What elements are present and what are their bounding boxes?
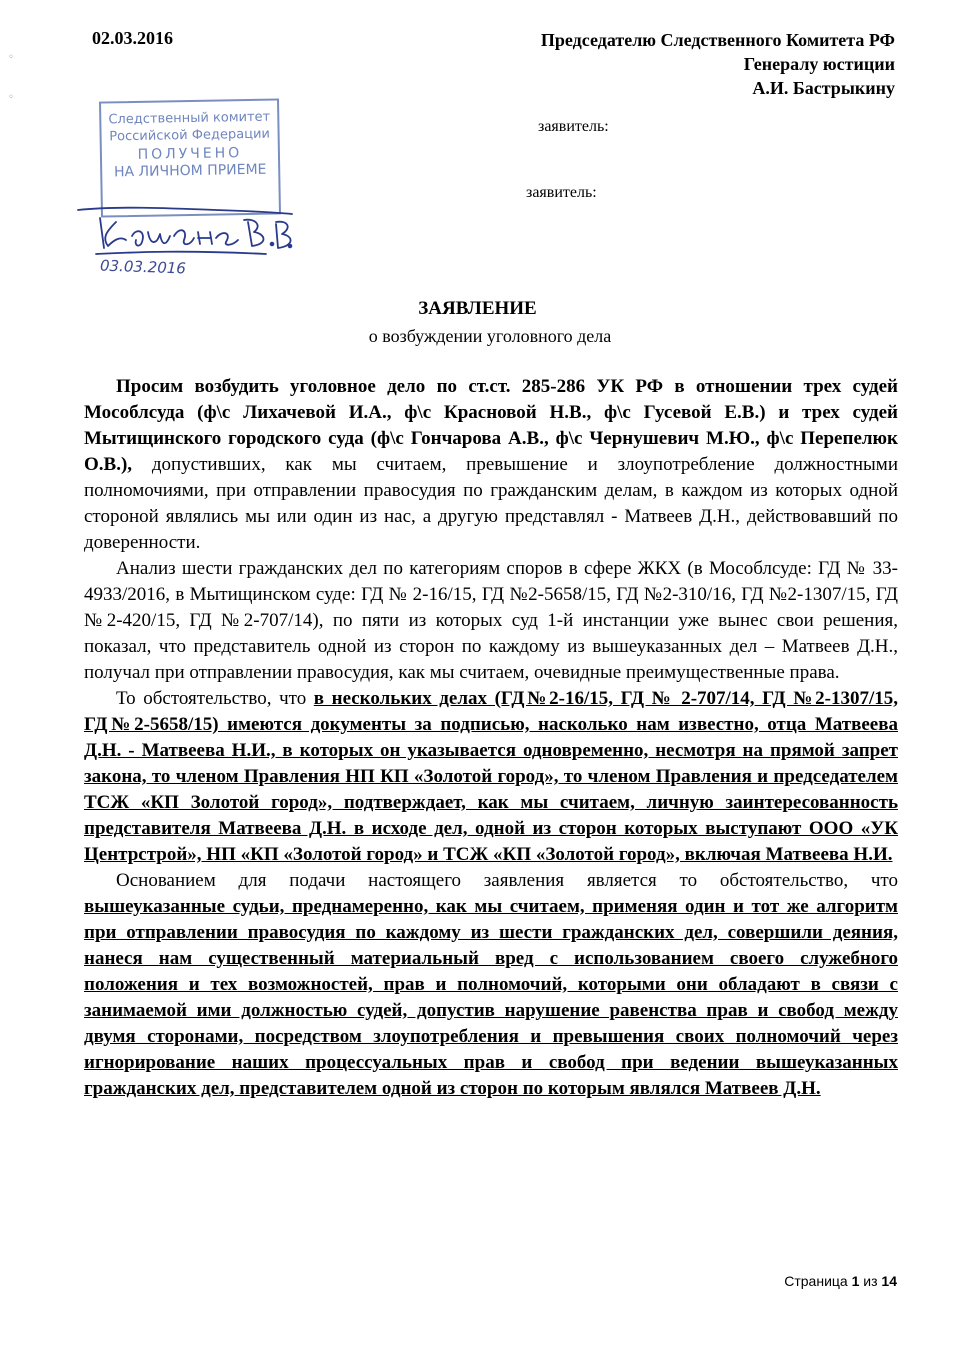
addressee-block	[475, 28, 895, 100]
paragraph-analysis: Анализ шести гражданских дел по категориям споров в сфере ЖКХ (в Мособлсуде: ГД № 33-4933/2016, в Мытищинском суде: ГД № 2-16/15, ГД №2-5658/15, ГД №2-310/16, ГД №2-1307/15, ГД №2-420/15, ГД №2-707/14), по пяти из которых суд 1-й инстанции уже вынес свои решения, показал, что представитель одной из сторон по каждому из вышеуказанных дел – Матвеев Д.Н., получал при отправлении правосудия, как мы считаем, очевидные преимущественные права.	[84, 558, 898, 683]
circumstance-intro: То обстоятельство, что	[116, 688, 314, 709]
applicant-label: заявитель:	[526, 184, 597, 201]
paragraph-grounds	[84, 868, 898, 1102]
grounds-emphasis: вышеуказанные судьи, преднамеренно, как мы считаем, применяя один и тот же алгоритм при отправлении правосудия по каждому из шести гражданских дел, совершили деяния, нанеся нам существенный материальный вред с использованием своего служебного положения и тех возможностей, прав и полномочий, которыми они обладают в связи с занимаемой ими должностью судей, допустив нарушение равенства прав и свобод между двумя сторонами, посредством злоупотребления и превышения своих полномочий через игнорирование наших процессуальных прав и свобод при ведении вышеуказанных гражданских дел, представителем одной из сторон по которым являлся Матвеев Д.Н.	[84, 896, 898, 1099]
paragraph-circumstance	[84, 686, 898, 868]
stamp-handwritten-date: 03.03.2016	[99, 256, 187, 278]
circumstance-emphasis: в нескольких делах (ГД№2-16/15, ГД № 2-707/14, ГД №2-1307/15, ГД№2-5658/15) имеются документы за подписью, насколько нам известно, отца Матвеева Д.Н. - Матвеева Н.И., в которых он указывается одновременно, несмотря на прямой запрет закона, то членом Правления НП КП «Золотой город», то членом Правления и председателем ТСЖ «КП Золотой город», подтверждает, как мы считаем, личную заинтересованность представителя Матвеева Д.Н. в исходе дел, одной из сторон которых выступают ООО «УК Центрстрой», НП «КП «Золотой город» и ТСЖ «КП «Золотой город», включая Матвеева Н.И.	[84, 688, 898, 865]
addressee-line: Председателю Следственного Комитета РФ	[540, 30, 895, 50]
document-body	[84, 374, 898, 1102]
request-bold-text: Просим возбудить уголовное дело по ст.ст. 285-286 УК РФ в отношении трех судей Мособлсуда (ф\с Лихачевой И.А., ф\с Красновой Н.В., ф\с Гусевой Е.В.) и трех судей Мытищинского городского суда (ф\с Гончарова А.В., ф\с Чернушевич М.Ю., ф\с Перепелюк О.В.),	[84, 376, 898, 475]
applicant-label: заявитель:	[538, 118, 609, 135]
page-number: 1	[851, 1273, 860, 1289]
of-label: из	[863, 1273, 878, 1289]
paragraph-request	[84, 374, 898, 556]
margin-mark: ◦	[8, 52, 14, 63]
document-date: 02.03.2016	[92, 28, 173, 48]
margin-mark: ◦	[8, 92, 14, 103]
addressee-line: Генералу юстиции	[743, 54, 895, 74]
stamp-line: Российской Федерации	[109, 126, 271, 145]
stamp-line: Следственный комитет	[108, 109, 271, 128]
stamp-line: НА ЛИЧНОМ ПРИЕМЕ	[113, 161, 267, 181]
document-subtitle: о возбуждении уголовного дела	[368, 326, 612, 346]
addressee-line: А.И. Бастрыкину	[752, 78, 895, 98]
document-title: ЗАЯВЛЕНИЕ	[418, 298, 537, 319]
request-text: допустивших, как мы считаем, превышение и злоупотребление должностными полномочиями, при отправлении правосудия по гражданским делам, в каждом из которых одной стороной являлись мы или один из нас, а другую представлял - Матвеев Д.Н., действовавший по доверенности.	[84, 454, 898, 553]
grounds-intro: Основанием для подачи настоящего заявления является то обстоятельство, что	[116, 870, 898, 891]
page-total: 14	[881, 1273, 897, 1289]
page-label: Страница	[784, 1273, 848, 1289]
stamp-line: ПОЛУЧЕНО	[137, 145, 243, 163]
page-footer	[784, 1273, 897, 1289]
